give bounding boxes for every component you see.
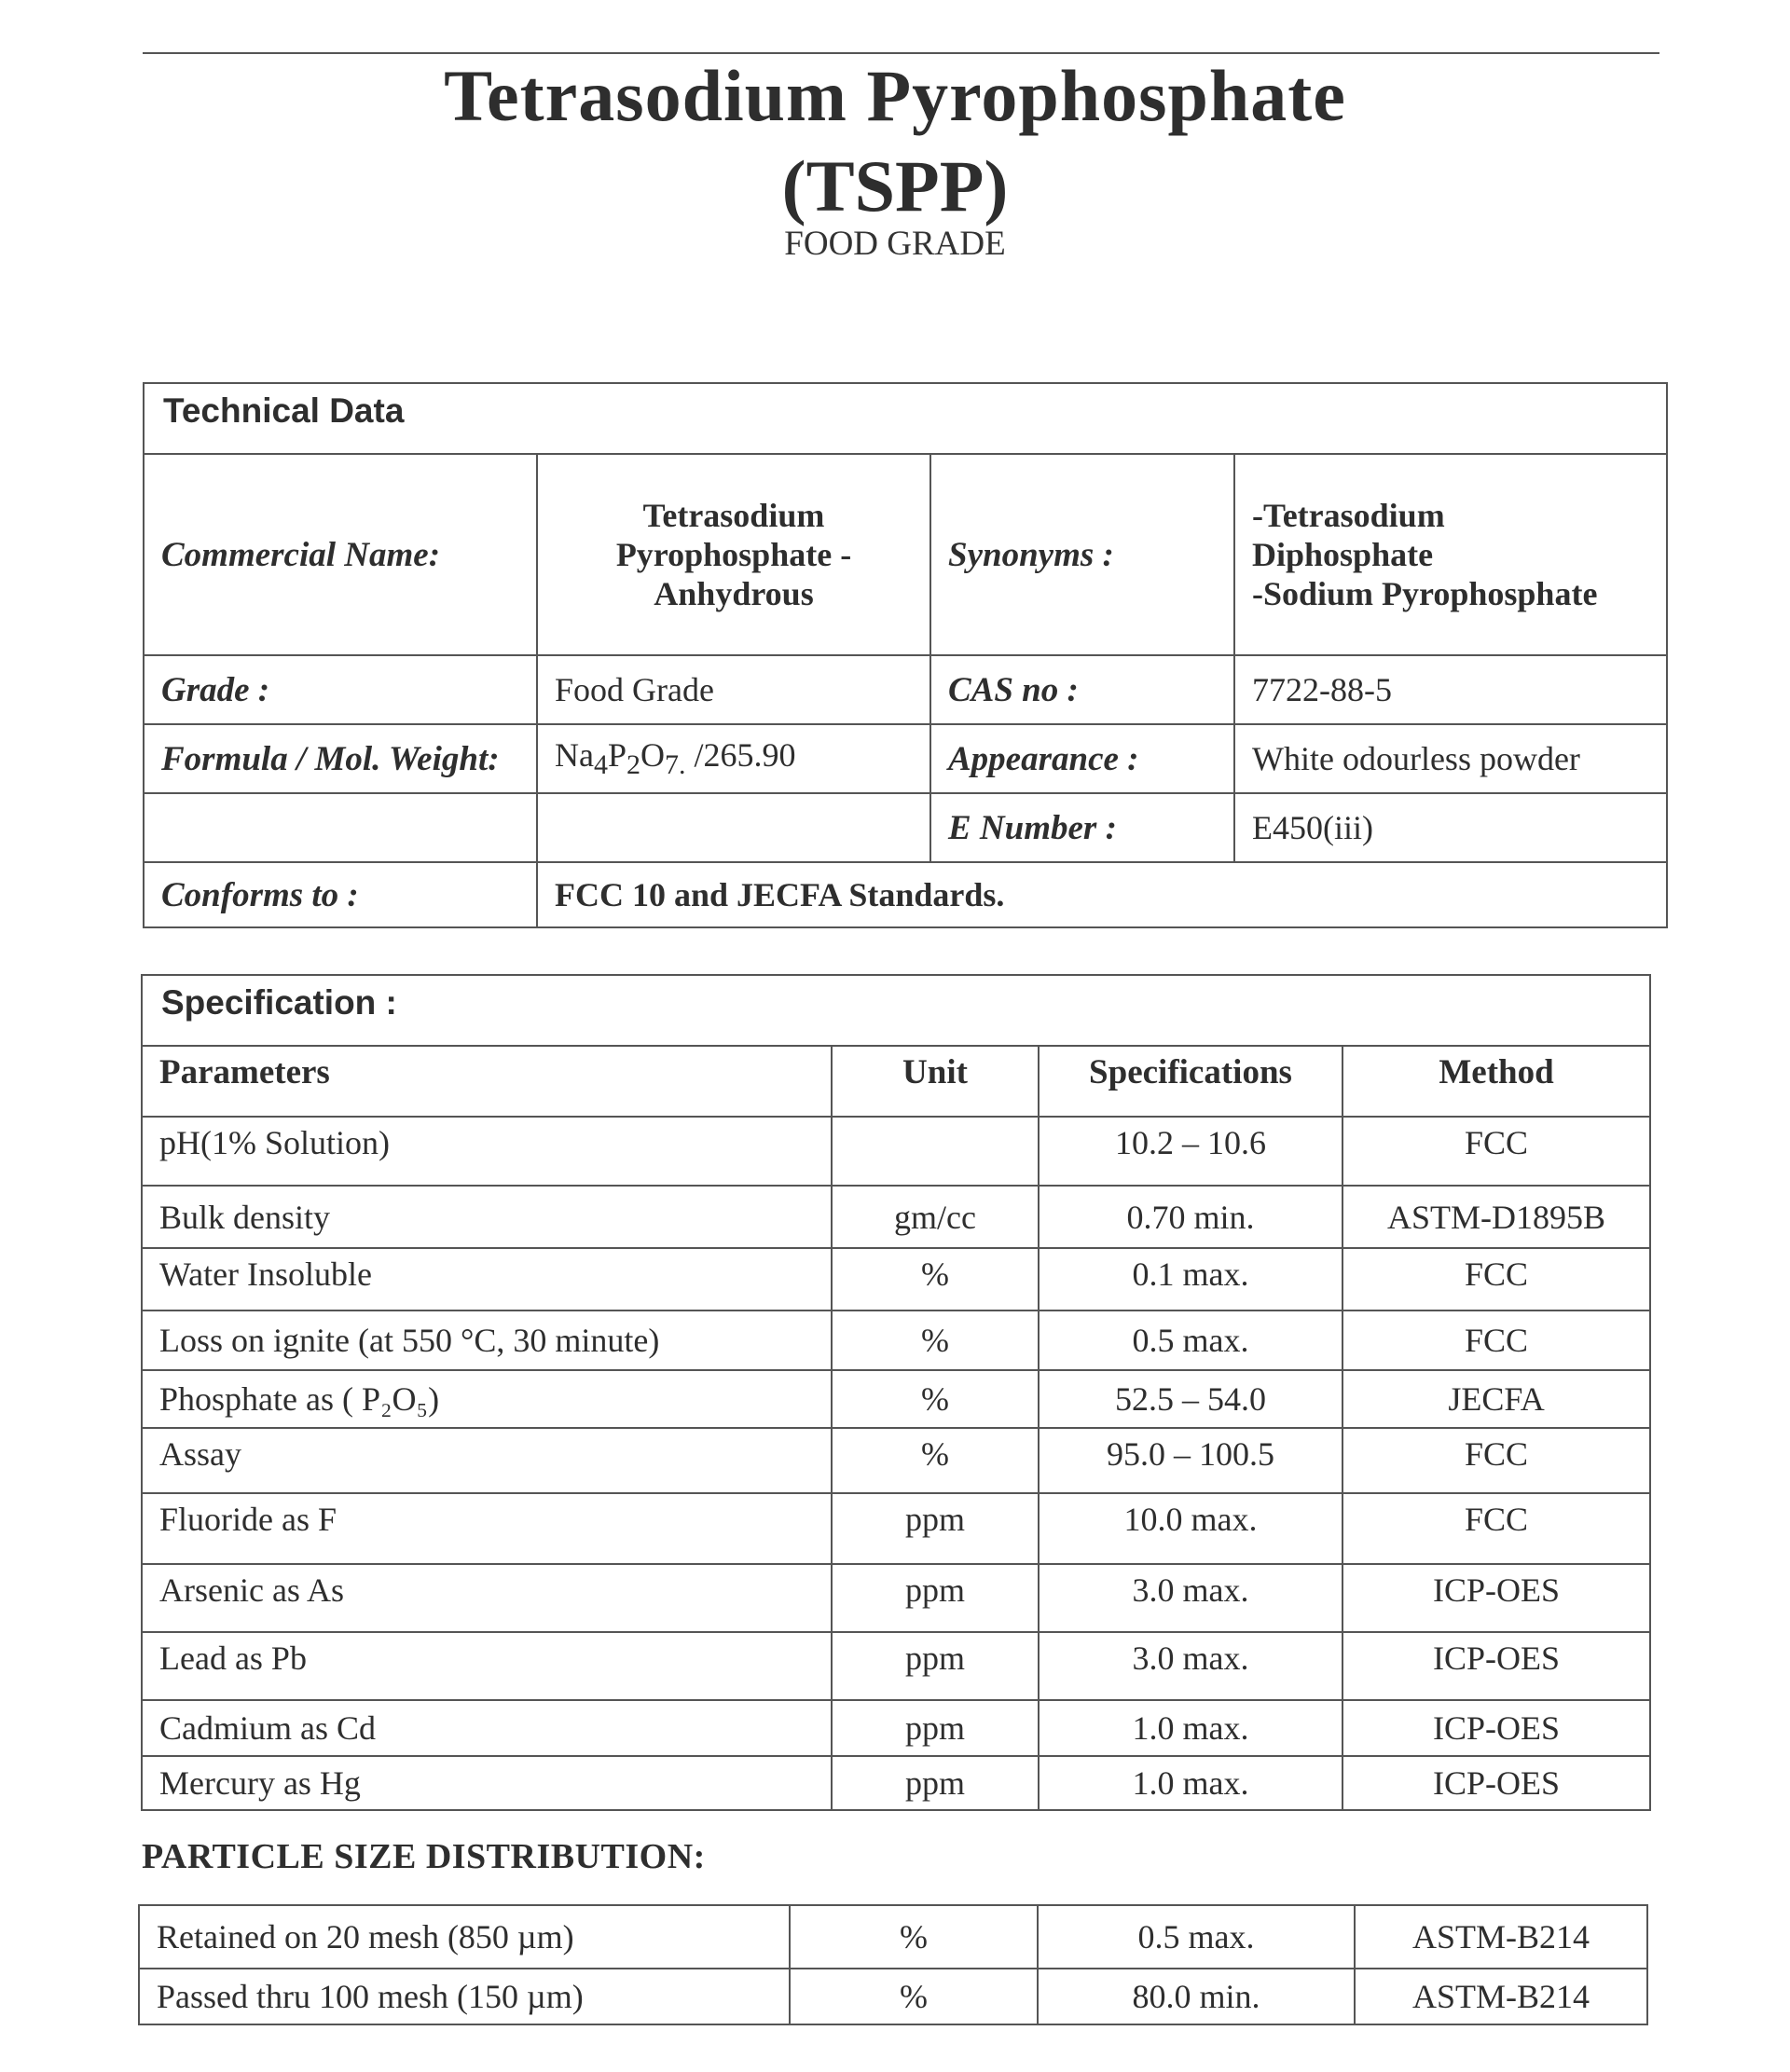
spec-cell: 0.1 max. [1039, 1248, 1342, 1310]
unit-cell: gm/cc [832, 1186, 1039, 1248]
synonyms-label: Synonyms : [930, 454, 1234, 655]
param-cell: Passed thru 100 mesh (150 µm) [139, 1969, 790, 2024]
grade-value: Food Grade [537, 655, 930, 724]
table-row [139, 1905, 1647, 1969]
synonym-line: -Tetrasodium [1252, 497, 1445, 534]
param-cell: Arsenic as As [142, 1564, 832, 1632]
formula-part: P [607, 736, 627, 775]
synonym-line: -Sodium Pyrophosphate [1252, 575, 1598, 612]
param-cell: Loss on ignite (at 550 °C, 30 minute) [142, 1310, 832, 1370]
table-row [142, 1428, 1650, 1493]
method-cell: ICP-OES [1342, 1564, 1650, 1632]
param-cell: Bulk density [142, 1186, 832, 1248]
table-row [142, 1186, 1650, 1248]
spec-cell: 80.0 min. [1038, 1969, 1355, 2024]
unit-cell: % [832, 1248, 1039, 1310]
unit-cell: ppm [832, 1564, 1039, 1632]
unit-cell: ppm [832, 1700, 1039, 1756]
spec-cell: 3.0 max. [1039, 1564, 1342, 1632]
technical-data-table [143, 382, 1668, 928]
unit-cell: % [832, 1428, 1039, 1493]
unit-cell: % [790, 1969, 1038, 2024]
unit-cell: % [832, 1310, 1039, 1370]
formula-label: Formula / Mol. Weight: [144, 724, 537, 793]
technical-data-heading: Technical Data [144, 383, 1667, 454]
subtitle: FOOD GRADE [784, 225, 1006, 263]
param-cell: Lead as Pb [142, 1632, 832, 1700]
title-line-2: (TSPP) [781, 145, 1009, 226]
param-cell: Fluoride as F [142, 1493, 832, 1564]
method-cell: ASTM-B214 [1355, 1969, 1647, 2024]
unit-cell: ppm [832, 1632, 1039, 1700]
table-row [142, 1493, 1650, 1564]
table-row [142, 1756, 1650, 1810]
unit-cell: ppm [832, 1493, 1039, 1564]
specification-table [141, 974, 1651, 1811]
spec-cell: 0.5 max. [1039, 1310, 1342, 1370]
conforms-value: FCC 10 and JECFA Standards. [537, 862, 1667, 927]
empty-cell [144, 793, 537, 862]
unit-cell: % [832, 1370, 1039, 1428]
method-cell: ICP-OES [1342, 1632, 1650, 1700]
formula-subscript: 4 [593, 749, 608, 781]
method-cell: ASTM-D1895B [1342, 1186, 1650, 1248]
spec-cell: 95.0 – 100.5 [1039, 1428, 1342, 1493]
spec-cell: 10.0 max. [1039, 1493, 1342, 1564]
particle-size-heading: PARTICLE SIZE DISTRIBUTION: [142, 1837, 706, 1876]
param-cell: Retained on 20 mesh (850 µm) [139, 1905, 790, 1969]
synonyms-value [1234, 454, 1667, 655]
table-row [142, 1310, 1650, 1370]
commercial-name-label: Commercial Name: [144, 454, 537, 655]
commercial-name-line: Tetrasodium [642, 497, 825, 534]
method-cell: FCC [1342, 1117, 1650, 1186]
commercial-name-value [537, 454, 930, 655]
formula-subscript: 2 [626, 749, 641, 781]
param-cell: Water Insoluble [142, 1248, 832, 1310]
empty-cell [537, 793, 930, 862]
method-cell: ICP-OES [1342, 1700, 1650, 1756]
appearance-label: Appearance : [930, 724, 1234, 793]
method-cell: FCC [1342, 1428, 1650, 1493]
column-header-parameters: Parameters [142, 1046, 832, 1117]
method-cell: ICP-OES [1342, 1756, 1650, 1810]
spec-cell: 0.5 max. [1038, 1905, 1355, 1969]
spec-cell: 3.0 max. [1039, 1632, 1342, 1700]
table-row [139, 1969, 1647, 2024]
method-cell: ASTM-B214 [1355, 1905, 1647, 1969]
method-cell: FCC [1342, 1248, 1650, 1310]
e-number-value: E450(iii) [1234, 793, 1667, 862]
table-row [142, 1564, 1650, 1632]
param-cell: Cadmium as Cd [142, 1700, 832, 1756]
formula-part: /265.90 [685, 736, 796, 775]
title-line-1: Tetrasodium Pyrophosphate [444, 55, 1346, 136]
method-cell: JECFA [1342, 1370, 1650, 1428]
synonym-line: Diphosphate [1252, 536, 1434, 573]
table-row [142, 1700, 1650, 1756]
spec-cell: 0.70 min. [1039, 1186, 1342, 1248]
method-cell: FCC [1342, 1310, 1650, 1370]
column-header-method: Method [1342, 1046, 1650, 1117]
unit-cell: % [790, 1905, 1038, 1969]
spec-cell: 10.2 – 10.6 [1039, 1117, 1342, 1186]
unit-cell: ppm [832, 1756, 1039, 1810]
spec-cell: 1.0 max. [1039, 1700, 1342, 1756]
commercial-name-line: Pyrophosphate - [615, 536, 852, 573]
grade-label: Grade : [144, 655, 537, 724]
spec-cell: 1.0 max. [1039, 1756, 1342, 1810]
table-row [142, 1248, 1650, 1310]
param-cell: Assay [142, 1428, 832, 1493]
specification-heading: Specification : [142, 975, 1650, 1046]
e-number-label: E Number : [930, 793, 1234, 862]
formula-value [537, 724, 930, 793]
column-header-specifications: Specifications [1039, 1046, 1342, 1117]
table-row [142, 1370, 1650, 1428]
table-row [142, 1117, 1650, 1186]
formula-part: O [640, 736, 666, 775]
column-header-unit: Unit [832, 1046, 1039, 1117]
cas-label: CAS no : [930, 655, 1234, 724]
cas-value: 7722-88-5 [1234, 655, 1667, 724]
method-cell: FCC [1342, 1493, 1650, 1564]
particle-size-table [138, 1904, 1648, 2025]
commercial-name-line: Anhydrous [654, 575, 814, 612]
param-cell: pH(1% Solution) [142, 1117, 832, 1186]
spec-cell: 52.5 – 54.0 [1039, 1370, 1342, 1428]
appearance-value: White odourless powder [1234, 724, 1667, 793]
param-cell: Phosphate as ( P₂O₅) [142, 1370, 832, 1428]
formula-part: Na [555, 736, 594, 775]
table-row [142, 1632, 1650, 1700]
unit-cell [832, 1117, 1039, 1186]
formula-subscript: 7. [665, 749, 686, 781]
conforms-label: Conforms to : [144, 862, 537, 927]
param-cell: Mercury as Hg [142, 1756, 832, 1810]
